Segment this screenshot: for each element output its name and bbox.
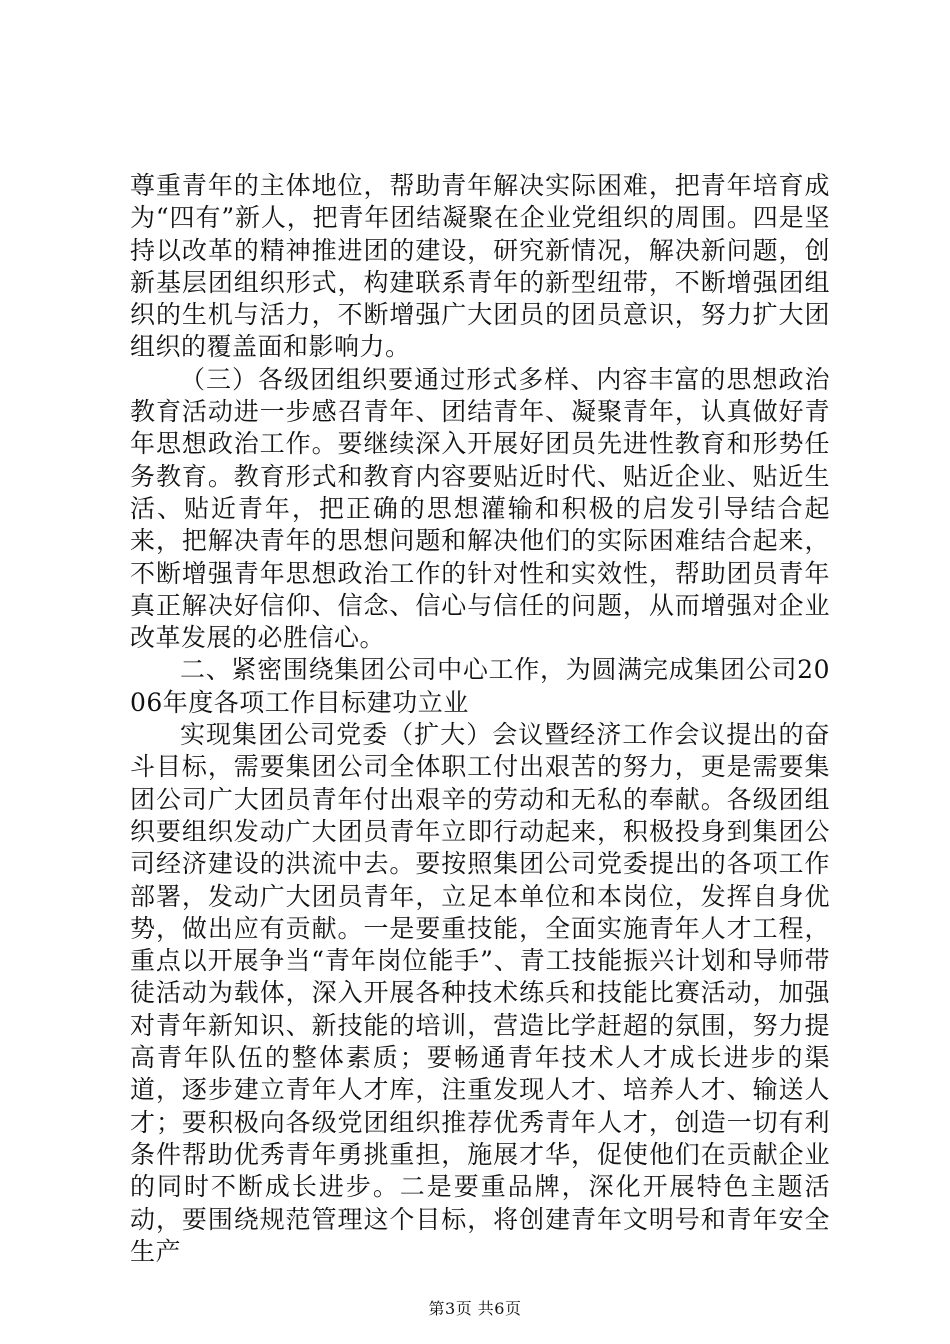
paragraph-section-three: （三）各级团组织要通过形式多样、内容丰富的思想政治教育活动进一步感召青年、团结青年、凝聚青年，认真做好青年思想政治工作。要继续深入开展好团员先进性教育和形势任务教育。教育形式和教育内容要贴近时代、贴近企业、贴近生活、贴近青年，把正确的思想灌输和积极的启发引导结合起来，把解决青年的思想问题和解决他们的实际困难结合起来，不断增强青年思想政治工作的针对性和实效性，帮助团员青年真正解决好信仰、信念、信心与信任的问题，从而增强对企业改革发展的必胜信心。 bbox=[130, 364, 830, 653]
section-heading-two: 二、紧密围绕集团公司中心工作，为圆满完成集团公司2006年度各项工作目标建功立业 bbox=[130, 655, 830, 717]
document-body bbox=[130, 170, 830, 1268]
paragraph-continuation: 尊重青年的主体地位，帮助青年解决实际困难，把青年培育成为“四有”新人，把青年团结凝聚在企业党组织的周围。四是坚持以改革的精神推进团的建设，研究新情况，解决新问题，创新基层团组织形式，构建联系青年的新型纽带，不断增强团组织的生机与活力，不断增强广大团员的团员意识，努力扩大团组织的覆盖面和影响力。 bbox=[130, 171, 830, 362]
page-footer: 第3页 共6页 bbox=[428, 1299, 522, 1318]
paragraph-section-two-body: 实现集团公司党委（扩大）会议暨经济工作会议提出的奋斗目标，需要集团公司全体职工付出艰苦的努力，更是需要集团公司广大团员青年付出艰辛的劳动和无私的奉献。各级团组织要组织发动广大团员青年立即行动起来，积极投身到集团公司经济建设的洪流中去。要按照集团公司党委提出的各项工作部署，发动广大团员青年，立足本单位和本岗位，发挥自身优势，做出应有贡献。一是要重技能，全面实施青年人才工程，重点以开展争当“青年岗位能手”、青工技能振兴计划和导师带徒活动为载体，深入开展各种技术练兵和技能比赛活动，加强对青年新知识、新技能的培训，营造比学赶超的氛围，努力提高青年队伍的整体素质；要畅通青年技术人才成长进步的渠道，逐步建立青年人才库，注重发现人才、培养人才、输送人才；要积极向各级党团组织推荐优秀青年人才，创造一切有利条件帮助优秀青年勇挑重担，施展才华，促使他们在贡献企业的同时不断成长进步。二是要重品牌，深化开展特色主题活动，要围绕规范管理这个目标，将创建青年文明号和青年安全生产 bbox=[130, 720, 830, 1266]
